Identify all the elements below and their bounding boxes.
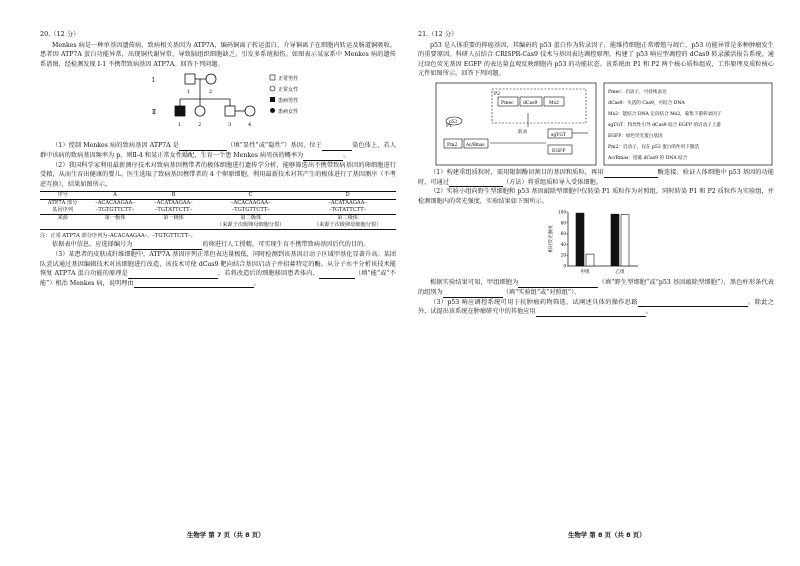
II1-affected-male: [175, 106, 185, 116]
q21-2-blank-a[interactable]: [518, 280, 598, 288]
seq-D1: –ACATAAGAA–: [299, 200, 396, 208]
II2-number: 2: [198, 122, 202, 129]
pmec-label: Pmec: [501, 100, 514, 106]
type-B: 第一极体: [145, 215, 203, 223]
II4-normal-female: [245, 106, 255, 116]
q20-1: （1）控制 Menkes 病的致病基因 ATP7A 是 （填“显性”或“隐性”）基因，位于 染色体上，若人群中该病的致病基因频率为 p，则Ⅱ-4 和某正常女性婚配，生育一个患 Menkes 病男孩的概率为 。: [40, 142, 397, 159]
q20-intro: Menkes 病是一种单基因遗传病，致病相关基因为 ATP7A，编码铜离子转运蛋白，介导铜离子在细胞内转运及肠道铜吸收。患者因 ATP7A 蛋白功能异常，出现铜代谢异常，导致脑组织细胞缺乏，引发多系统损伤。如图表示某家系中 Menkes 病的遗传系谱图，经检测发现 I-1 不携带致病基因 ATP7A。回答下列问题。: [40, 41, 396, 68]
table-type-label: 来源: [40, 215, 85, 223]
y-tick-label: 0: [563, 263, 566, 269]
q21-1-blank-a[interactable]: [604, 170, 658, 178]
sgtgt-label: sgTGT: [551, 132, 567, 138]
type-C: 第二极体: [202, 215, 299, 223]
q20-3: （3）某患者的皮肤成纤维细胞中，ATP7A 基因序列正常但表达量极低，同时检测到该基因启动子区域甲基化显著升高。某团队尝试通过基因编辑技术对该细胞进行改造，该技术可使 dCas9 靶向结合基因启动子并招募特定的酶。从分子水平分析该技术能恢复 ATP7A 蛋白功能的原理是 。若将改造后的细胞移回患者体内， （填“能”或“不能”）根治 Menkes 病，说明理由 。: [40, 250, 396, 287]
fluorescence-chart: [418, 206, 774, 278]
legend-affected-female-icon: [270, 108, 275, 113]
legend-normal-male: 正常男性: [278, 76, 299, 83]
ms2-label: Ms2: [549, 100, 559, 106]
q20-3-blank-c[interactable]: [134, 280, 254, 288]
q21-3: （3）p53 响应调控系统可用于抗肿瘤药物筛选，试阐述具体的操作思路 。除此之外，试提出该系统在肿瘤研究中的其他应用 。: [418, 298, 774, 316]
II4-number: 4: [248, 122, 252, 129]
q20-2-blank[interactable]: [132, 242, 202, 250]
type-A: 第一极体: [85, 215, 144, 223]
left-footer: 生物学 第 7 页（共 8 页）: [187, 531, 265, 539]
I2-number: 2: [209, 89, 213, 96]
II3-normal-male: [225, 106, 235, 116]
key-line-1: Pmec：启动子，可持续表达: [608, 89, 667, 95]
egfp-label: EGFP: [552, 148, 566, 154]
q20-2: （2）我国科学家利用最新测序技术对致病基因携带者的极体细胞进行遗传学分析，能够筛选出不携带致病基因的卵细胞进行受精，从而生育出健康的婴儿。医生选取了致病基因携带者的 4 个卵原细胞，利用最新技术对其产生的极体进行了基因测序（不考虑互换），结果如图所示。: [40, 161, 396, 188]
x-tick-label: 甲组: [580, 270, 590, 276]
right-page: [418, 30, 774, 317]
type-D: 第二极体: [299, 215, 396, 223]
bar: [586, 254, 594, 266]
q21-1: （1）构建重组质粒时，需用限制酶切割目的基因和质粒，再用 酶连接。验证人体细胞中 p53 基因的功能时，可通过 （方法）将重组质粒导入受体细胞。: [418, 168, 774, 186]
plasmid-diagram: [418, 81, 774, 167]
y-tick-label: 100: [558, 209, 566, 215]
pedigree-figure: [40, 69, 396, 141]
legend-normal-female: 正常女性: [278, 87, 299, 94]
key-line-3: Ms2：能结合 DNA 定向结合 Ms2，募集下游转录因子: [608, 111, 722, 117]
q21-2: （2）实验小组向野生型细胞和 p53 基因敲除型细胞中仅转染 P1 质粒作为对照组，同时转染 P1 和 P2 质粒作为实验组，并检测细胞内的荧光强度，实验结果如下图所示。: [418, 188, 774, 205]
seq-A1: –ACACAAGAA–: [85, 200, 144, 208]
plasmid-svg: [418, 81, 774, 167]
bar: [611, 215, 619, 267]
key-line-6: Pm2：启动子，仅在 p53 蛋白的作用下激活: [608, 144, 699, 150]
question-21-header: 21.（12 分）: [418, 30, 458, 38]
p1-label: P1: [446, 123, 453, 129]
I1-normal-male: [185, 74, 195, 84]
legend-normal-male-icon: [270, 75, 275, 80]
q20-1-blank-a[interactable]: [179, 143, 227, 151]
II2-normal-female: [195, 106, 205, 116]
seq-C1: –ACACAAGAA–: [202, 200, 299, 208]
q21-intro: p53 是人体重要的抑癌基因，其编码的 p53 蛋白作为转录因子，能维持细胞正常增殖与凋亡，p53 功能异常是多种肿瘤发生的重要原因。科研人员结合 CRISPR-Cas9 技术与基因表达调控原理，构建了 p53 响应型调控的 dCas9 转录激活报告系统，通过绿色荧光基因 EGFP 的表达量直观反映细胞内 p53 的功能状态。该系统由 P1 和 P2 两个核心质粒组成，工作原理及质粒核心元件如图所示。回答下列问题。: [418, 41, 774, 78]
y-tick-label: 80: [560, 220, 566, 226]
legend-affected-male: 患病男性: [278, 98, 299, 105]
seq-B2: –TGTATTCTT–: [154, 207, 193, 214]
left-page: [40, 30, 396, 288]
II1-number: 1: [178, 122, 182, 129]
pedigree-chart: [40, 69, 396, 141]
p2-label: P2: [494, 91, 501, 97]
I2-normal-female: [206, 74, 216, 84]
key-line-4: sgTGT：特异性引导 dCas9 结合 EGFP 的启动子上游: [608, 122, 722, 128]
table-note: 注：正常 ATP7A 部分序列为–ACACAAGAA–，–TGTGTTCTT–。: [40, 233, 196, 240]
q20-1-blank-c[interactable]: [303, 153, 343, 161]
dcas9-label: dCas9: [523, 100, 538, 106]
y-axis-label: 相对荧光强度: [549, 225, 554, 254]
pm2-label: Pm2: [447, 142, 458, 148]
seq-A2: –TGTGTTCTT–: [95, 207, 135, 214]
type-C-note: （来源于次级卵母细胞分裂）: [202, 222, 299, 230]
seq-B1: –ACATAAGAA–: [145, 200, 203, 208]
type-D-note: （来源于次级卵母细胞分裂）: [299, 222, 396, 230]
y-tick-label: 60: [560, 231, 566, 237]
gen-I-label: Ⅰ: [152, 77, 155, 85]
y-tick-label: 20: [560, 253, 566, 259]
seq-C2: –TGTGTTCTT–: [231, 207, 270, 214]
p53-label: p53: [449, 118, 458, 124]
q21-3-blank-b[interactable]: [536, 309, 646, 317]
q20-2b: 依据表中信息，应选择编号为 的卵进行人工授精，可实现生育不携带致病基因后代的目的。: [52, 241, 370, 249]
bar: [621, 215, 629, 266]
I1-number: 1: [187, 89, 191, 96]
transcription-label: 转录: [518, 129, 528, 135]
q21-1-blank-b[interactable]: [449, 179, 503, 187]
key-line-2: dCas9：失活的 Cas9，可结合 DNA: [608, 100, 685, 106]
seq-D2: –TGTATTCTT–: [328, 207, 367, 214]
question-20-header: 20.（12 分）: [40, 30, 80, 38]
bar-chart-svg: [418, 206, 774, 278]
table-head-no: 序号: [40, 192, 85, 200]
q21-3-blank-a[interactable]: [638, 299, 748, 307]
acrmas-label: Ac/Rmas: [466, 141, 485, 147]
y-tick-label: 40: [560, 242, 566, 248]
table-head-D: D: [299, 192, 396, 200]
x-tick-label: 乙组: [615, 270, 625, 276]
table-head-B: B: [145, 192, 203, 200]
key-line-5: EGFP：绿色荧光蛋白基因: [608, 133, 663, 139]
legend-affected-male-icon: [270, 97, 275, 102]
q20-3-blank-b[interactable]: [319, 271, 355, 279]
bar: [576, 213, 584, 266]
table-row1-label2: 基因序列: [52, 207, 74, 214]
q21-2-blank-b[interactable]: [443, 290, 503, 298]
table-head-C: C: [202, 192, 299, 200]
legend-normal-female-icon: [270, 86, 275, 91]
gen-II-label: Ⅱ: [152, 109, 157, 117]
table-row1-label: ATP7A 部分: [40, 200, 85, 208]
legend-affected-female: 患病女性: [278, 109, 299, 116]
sequence-table: [40, 191, 396, 230]
II3-number: 3: [228, 122, 232, 129]
q20-1-blank-b[interactable]: [322, 143, 352, 151]
right-footer: 生物学 第 8 页（共 8 页）: [568, 531, 646, 539]
key-line-7: Ac/Rmas：招募 dCas9 的 DNA 结合: [608, 155, 688, 161]
table-head-A: A: [85, 192, 144, 200]
q20-3-blank-a[interactable]: [128, 271, 218, 279]
q21-2b: 根据实验结果可知，甲组细胞为 （填“野生型细胞”或“p53 基因敲除型细胞”），黑色柱形条代表的组别为 （填“实验组”或“对照组”）。: [418, 279, 774, 296]
